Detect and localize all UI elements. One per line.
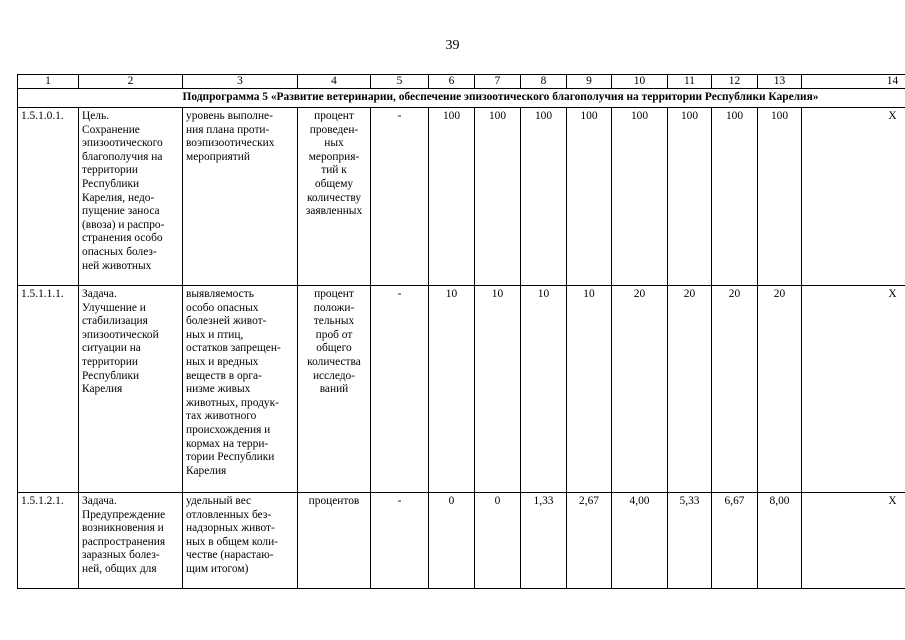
row-value: 10 [429,286,475,493]
row-value: 8,00 [758,493,802,589]
row-value: 20 [668,286,712,493]
row-col5: - [371,286,429,493]
row-value: 2,67 [567,493,612,589]
row-value: 5,33 [668,493,712,589]
subprogram-row [18,89,905,108]
column-number-row [18,75,905,89]
row-indicator: выявляемость особо опасных болезней живот- ных и птиц, остатков запрещен- ных и вредных веществ в орга- низме живых животных, продук- тах животного происхождения и кормах на терри- тории Республики Карелия [183,286,298,493]
row-value: 100 [712,108,758,286]
row-col14: X [802,108,905,286]
header-cell: 13 [758,75,802,89]
row-value: 100 [612,108,668,286]
header-cell: 14 [802,75,905,89]
row-value: 100 [521,108,567,286]
row-value: 10 [521,286,567,493]
row-value: 100 [758,108,802,286]
row-value: 100 [475,108,521,286]
row-value: 100 [429,108,475,286]
row-value: 20 [612,286,668,493]
row-code: 1.5.1.0.1. [18,108,79,286]
table-row [18,493,905,589]
row-col14: X [802,493,905,589]
header-cell: 3 [183,75,298,89]
row-value: 10 [567,286,612,493]
row-col5: - [371,108,429,286]
row-code: 1.5.1.1.1. [18,286,79,493]
row-value: 6,67 [712,493,758,589]
row-unit: процент проведен- ных мероприя- тий к общему количеству заявленных [298,108,371,286]
table-row [18,286,905,493]
row-col14: X [802,286,905,493]
header-cell: 4 [298,75,371,89]
header-cell: 5 [371,75,429,89]
row-unit: процентов [298,493,371,589]
header-cell: 9 [567,75,612,89]
row-col5: - [371,493,429,589]
row-name: Задача. Улучшение и стабилизация эпизоотической ситуации на территории Республики Карелия [79,286,183,493]
row-name: Задача. Предупреждение возникновения и распространения заразных болез- ней, общих для [79,493,183,589]
header-cell: 2 [79,75,183,89]
table-row [18,108,905,286]
header-cell: 1 [18,75,79,89]
row-indicator: удельный вес отловленных без- надзорных живот- ных в общем коли- честве (нарастаю- щим итогом) [183,493,298,589]
row-value: 10 [475,286,521,493]
indicators-table [17,74,905,589]
header-cell: 11 [668,75,712,89]
row-value: 1,33 [521,493,567,589]
row-name: Цель. Сохранение эпизоотического благополучия на территории Республики Карелия, недо- пущение заноса (ввоза) и распро- странения особо опасных болез- ней животных [79,108,183,286]
row-value: 0 [475,493,521,589]
row-value: 100 [567,108,612,286]
row-value: 4,00 [612,493,668,589]
row-value: 20 [712,286,758,493]
row-indicator: уровень выполне- ния плана проти- воэпизоотических мероприятий [183,108,298,286]
row-value: 20 [758,286,802,493]
header-cell: 8 [521,75,567,89]
row-value: 0 [429,493,475,589]
page-number: 39 [445,38,460,53]
header-cell: 12 [712,75,758,89]
header-cell: 7 [475,75,521,89]
header-cell: 10 [612,75,668,89]
row-unit: процент положи- тельных проб от общего количества исследо- ваний [298,286,371,493]
header-cell: 6 [429,75,475,89]
row-value: 100 [668,108,712,286]
row-code: 1.5.1.2.1. [18,493,79,589]
subprogram-title: Подпрограмма 5 «Развитие ветеринарии, обеспечение эпизоотического благополучия на территории Республики Карелия» [18,89,905,108]
